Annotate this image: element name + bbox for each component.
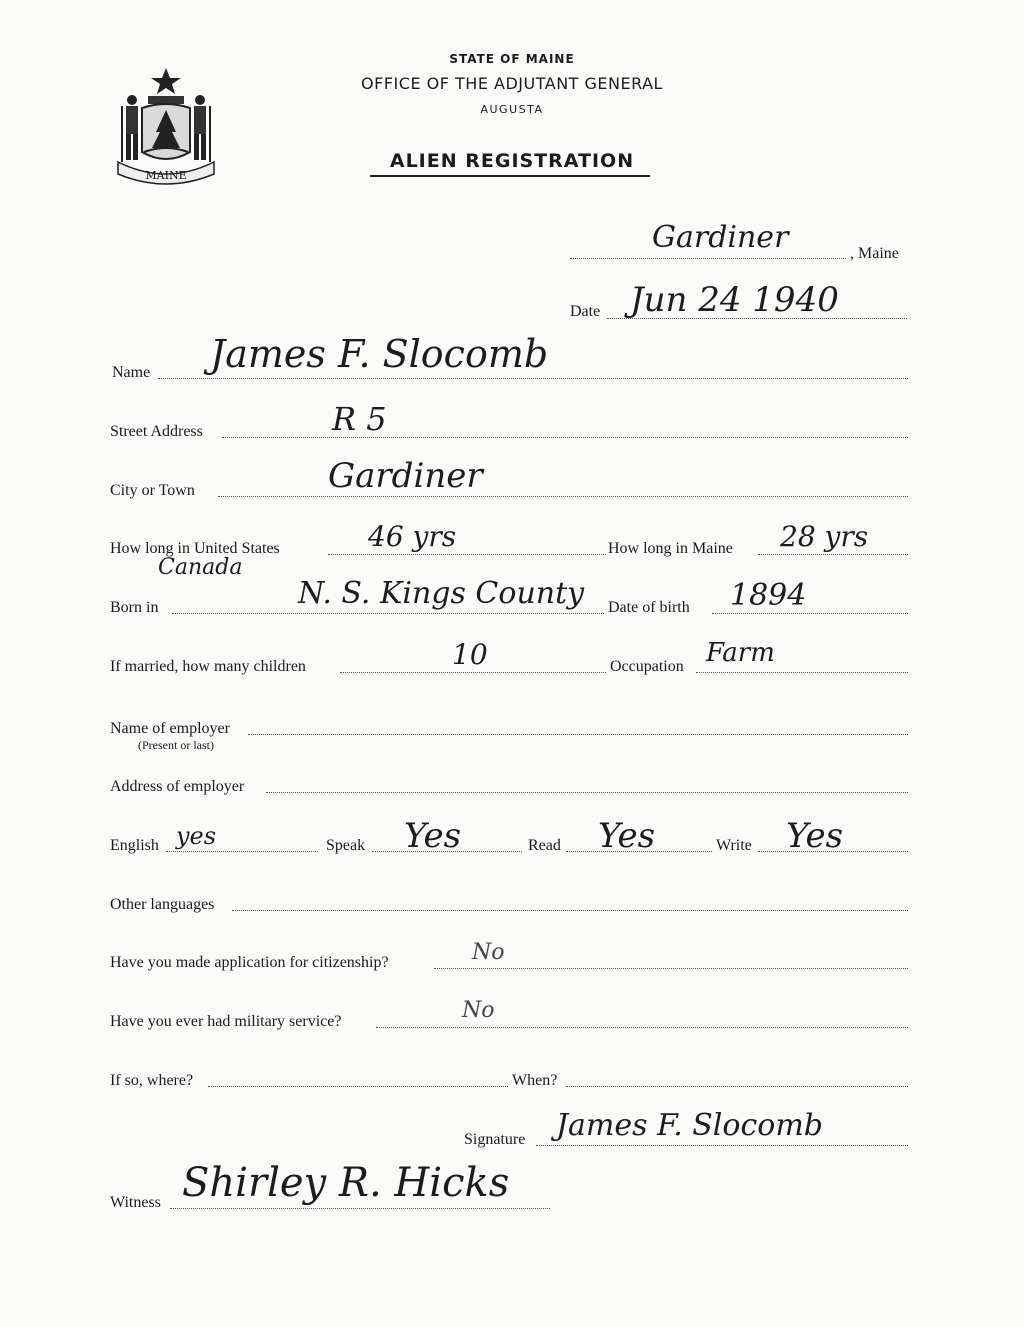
witness-value: Shirley R. Hicks: [182, 1160, 510, 1206]
citizenship-label: Have you made application for citizenship?: [110, 954, 389, 971]
city-heading: AUGUSTA: [480, 103, 544, 116]
born-in-value: N. S. Kings County: [298, 576, 585, 611]
read-value: Yes: [598, 816, 656, 856]
date-value: Jun 24 1940: [630, 280, 839, 320]
form-title: ALIEN REGISTRATION: [389, 150, 635, 172]
date-of-birth-value: 1894: [730, 578, 807, 613]
street-label: Street Address: [110, 423, 203, 440]
read-label: Read: [528, 837, 561, 854]
speak-value: Yes: [404, 816, 462, 856]
maine-label: , Maine: [850, 245, 899, 262]
occupation-value: Farm: [706, 638, 775, 668]
state-heading: STATE OF MAINE: [449, 52, 575, 66]
employer-address-label: Address of employer: [110, 778, 245, 795]
how-long-maine-label: How long in Maine: [608, 540, 733, 557]
speak-label: Speak: [326, 837, 366, 854]
signature-value: James F. Slocomb: [556, 1108, 823, 1143]
office-heading: OFFICE OF THE ADJUTANT GENERAL: [361, 74, 663, 93]
english-value: yes: [176, 822, 217, 850]
name-value: James F. Slocomb: [210, 332, 549, 376]
name-label: Name: [112, 364, 151, 381]
city-value: Gardiner: [328, 456, 483, 496]
when-label: When?: [512, 1072, 558, 1089]
city-label: City or Town: [110, 482, 195, 499]
how-long-us-value: 46 yrs: [368, 520, 457, 553]
where-label: If so, where?: [110, 1072, 194, 1089]
country-value: Canada: [158, 555, 243, 580]
seal-text: MAINE: [145, 169, 187, 182]
town-value: Gardiner: [652, 220, 789, 255]
employer-label: Name of employer: [110, 720, 230, 737]
signature-label: Signature: [464, 1131, 526, 1148]
occupation-label: Occupation: [610, 658, 684, 675]
write-label: Write: [716, 837, 752, 854]
street-value: R 5: [332, 400, 387, 438]
born-in-label: Born in: [110, 599, 159, 616]
military-label: Have you ever had military service?: [110, 1013, 342, 1030]
how-long-us-label: How long in United States: [110, 540, 280, 557]
citizenship-value: No: [472, 940, 505, 965]
date-label: Date: [570, 303, 601, 320]
employer-note: (Present or last): [138, 738, 214, 752]
title-underline: [370, 175, 650, 177]
date-of-birth-label: Date of birth: [608, 599, 690, 616]
how-long-maine-value: 28 yrs: [780, 520, 869, 553]
witness-label: Witness: [110, 1194, 161, 1211]
write-value: Yes: [786, 816, 844, 856]
state-seal-icon: [112, 62, 220, 192]
children-value: 10: [452, 638, 488, 671]
military-value: No: [462, 998, 495, 1023]
other-languages-label: Other languages: [110, 896, 215, 913]
english-label: English: [110, 837, 159, 854]
children-label: If married, how many children: [110, 658, 306, 675]
